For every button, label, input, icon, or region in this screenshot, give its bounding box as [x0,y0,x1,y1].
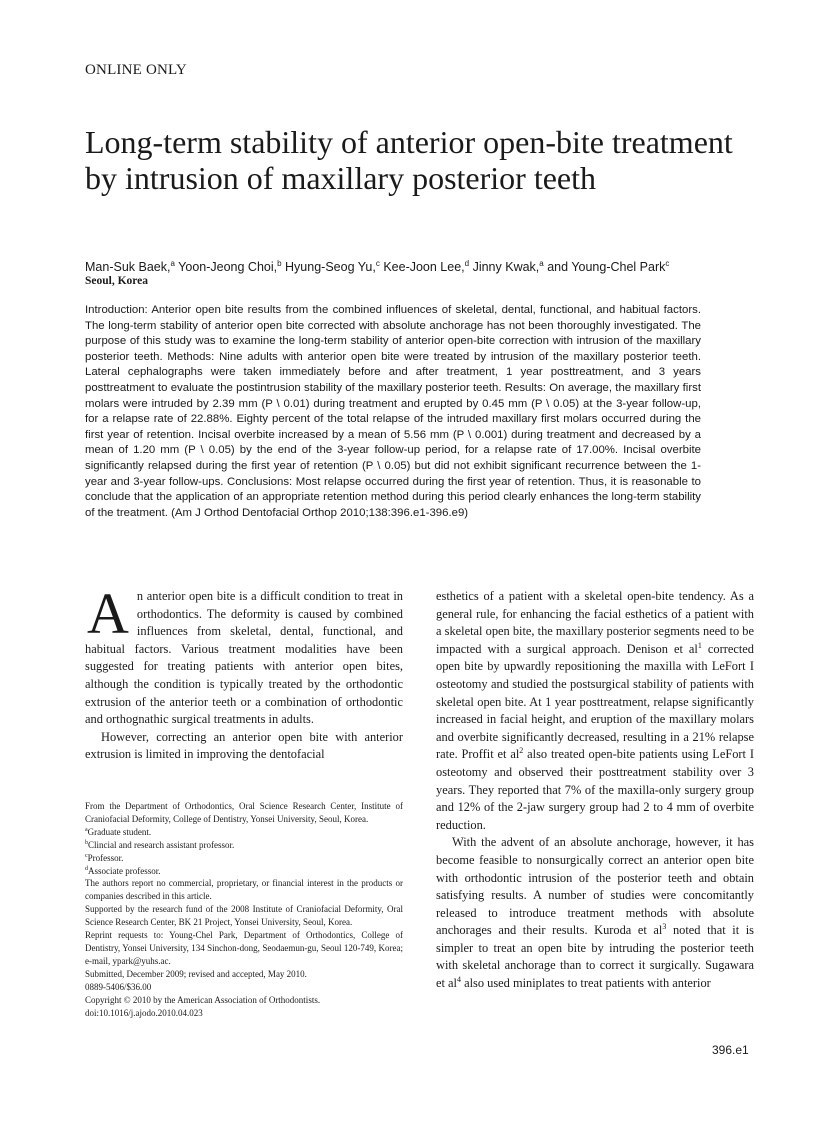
footnote-item: $^d$Associate professor. [85,865,161,876]
author-name: and Young-Chel Park [547,260,666,275]
body-text: With the advent of an absolute anchorage, however, it has become feasible to nonsurgically correct an anterior open bite with orthodontic intrusion of the posterior teeth and obtain satisfying results. A number of studies were concomitantly released to introduce treatment methods with absolute anchorages and their results. Kuroda et al [436,835,754,938]
body-column-right [436,588,754,993]
footnote-reprint: Reprint requests to: Young-Chel Park, Department of Orthodontics, College of Dentistry, Yonsei University, 134 Sinchon-dong, Seodaemun-gu, Seoul 120-749, Korea; e-mail, ypark@yuhs.ac. [85,930,403,966]
author-affiliation-mark: a [539,259,544,268]
footnotes [85,800,403,1019]
author-location: Seoul, Korea [85,275,149,287]
footnote-funding: Supported by the research fund of the 2008 Institute of Craniofacial Deformity, Oral Science Research Center, BK 21 Project, Yonsei University, Seoul, Korea. [85,904,403,928]
body-text: also treated open-bite patients using LeFort I osteotomy and observed their posttreatment stability over 3 years. They reported that 7% of the maxilla-only surgery group and 12% of the 2-jaw surgery group had 2 to 4 mm of overbite reduction. [436,747,754,832]
reference-mark[interactable]: 4 [456,974,461,984]
author-name: Jinny Kwak, [472,260,540,275]
author-name: Kee-Joon Lee, [383,260,465,275]
section-label: ONLINE ONLY [85,62,187,78]
body-text: n anterior open bite is a difficult condition to treat in orthodontics. The deformity is caused by combined influences from skeletal, dental, functional, and habitual factors. Various treatment modalities have been suggested for treating patients with anterior open bites, although the condition is typically treated by the orthodontic extrusion of the anterior teeth or a combination of orthodontic and orthognathic surgical treatments in adults. [85,589,403,727]
body-text: also used miniplates to treat patients with anterior [460,976,711,991]
footnote-affiliation: From the Department of Orthodontics, Oral Science Research Center, Institute of Craniofacial Deformity, College of Dentistry, Yonsei University, Seoul, Korea. [85,801,403,824]
body-text: esthetics of a patient with a skeletal open-bite tendency. As a general rule, for enhancing the facial esthetics of a patient with a skeletal open bite, the maxillary posterior segments need to be impacted with a surgical approach. Denison et al [436,589,754,656]
body-column-left [85,581,403,764]
body-text: noted that it is simpler to treat an open bite by intruding the posterior teeth with skeletal anchorage than to correct it surgically. Sugawara et al [436,923,754,991]
author-affiliation-mark: c [665,259,670,268]
author-name: Yoon-Jeong Choi, [178,260,278,275]
footnote-item: $^b$Clincial and research assistant professor. [85,839,235,850]
page-number: 396.e1 [712,1043,749,1057]
reference-mark[interactable]: 3 [662,922,667,932]
footnote-disclosure: The authors report no commercial, proprietary, or financial interest in the products or companies described in this article. [85,878,403,902]
author-name: Man-Suk Baek, [85,260,171,275]
author-name: Hyung-Seog Yu, [285,260,376,275]
drop-cap: A [87,581,129,646]
author-affiliation-mark: b [277,259,282,268]
body-paragraph [85,581,403,729]
author-affiliation-mark: a [170,259,175,268]
footnote-copyright: Copyright © 2010 by the American Association of Orthodontists. [85,994,321,1005]
reference-mark[interactable]: 2 [519,746,524,756]
email-link[interactable]: ypark@yuhs.ac [112,955,169,966]
footnote-doi[interactable]: doi:10.1016/j.ajodo.2010.04.023 [85,1007,203,1018]
author-affiliation-mark: c [375,259,380,268]
body-text: corrected open bite by upwardly repositioning the maxilla with LeFort I osteotomy and studied the postsurgical stability of patients with skeletal open bite. At 1 year posttreatment, relapse significantly increased in facial height, and eruption of the maxillary molars and overbite significantly decreased, resulting in a 21% relapse rate. Proffit et al [436,641,754,762]
footnote-item: $^c$Professor. [85,852,124,863]
body-paragraph: However, correcting an anterior open bite with anterior extrusion is limited in improving the dentofacial [85,729,403,762]
body-paragraph [436,588,754,834]
author-affiliation-mark: d [464,259,470,268]
footnote-item: $^a$Graduate student. [85,826,152,837]
reference-mark[interactable]: 1 [697,640,702,650]
footnote-issn: 0889-5406/$36.00 [85,981,152,992]
footnote-submitted: Submitted, December 2009; revised and accepted, May 2010. [85,968,307,979]
abstract: Introduction: Anterior open bite results from the combined influences of skeletal, dental, functional, and habitual factors. The long-term stability of anterior open bite corrected with absolute anchorage has not been thoroughly investigated. The purpose of this study was to examine the long-term stability of anterior open-bite correction with intrusion of the maxillary posterior teeth. Methods: Nine adults with anterior open bite were treated by intrusion of the maxillary posterior teeth. Lateral cephalographs were taken immediately before and after treatment, 1 year posttreatment, and 3 years posttreatment to evaluate the postintrusion stability of the maxillary posterior teeth. Results: On average, the maxillary first molars were intruded by 2.39 mm (P \ 0.01) during treatment and erupted by 0.45 mm (P \ 0.05) at the 3-year follow-up, for a relapse rate of 22.88%. Eighty percent of the total relapse of the intruded maxillary first molars occurred during the first year of retention. Incisal overbite increased by a mean of 5.56 mm (P \ 0.001) during treatment and decreased by a mean of 1.20 mm (P \ 0.05) by the end of the 3-year follow-up period, for a relapse rate of 17.00%. Incisal overbite significantly relapsed during the first year of retention (P \ 0.05) but did not exhibit significant recurrence between the 1-year and 3-year follow-ups. Conclusions: Most relapse occurred during the first year of retention. Thus, it is reasonable to conclude that the application of an appropriate retention method during this period clearly enhances the long-term stability of the treatment. (Am J Orthod Dentofacial Orthop 2010;138:396.e1-396.e9) [85,304,701,519]
body-paragraph [436,834,754,992]
author-list [85,256,765,275]
article-title: Long-term stability of anterior open-bite treatment by intrusion of maxillary posterior teeth [85,124,733,196]
